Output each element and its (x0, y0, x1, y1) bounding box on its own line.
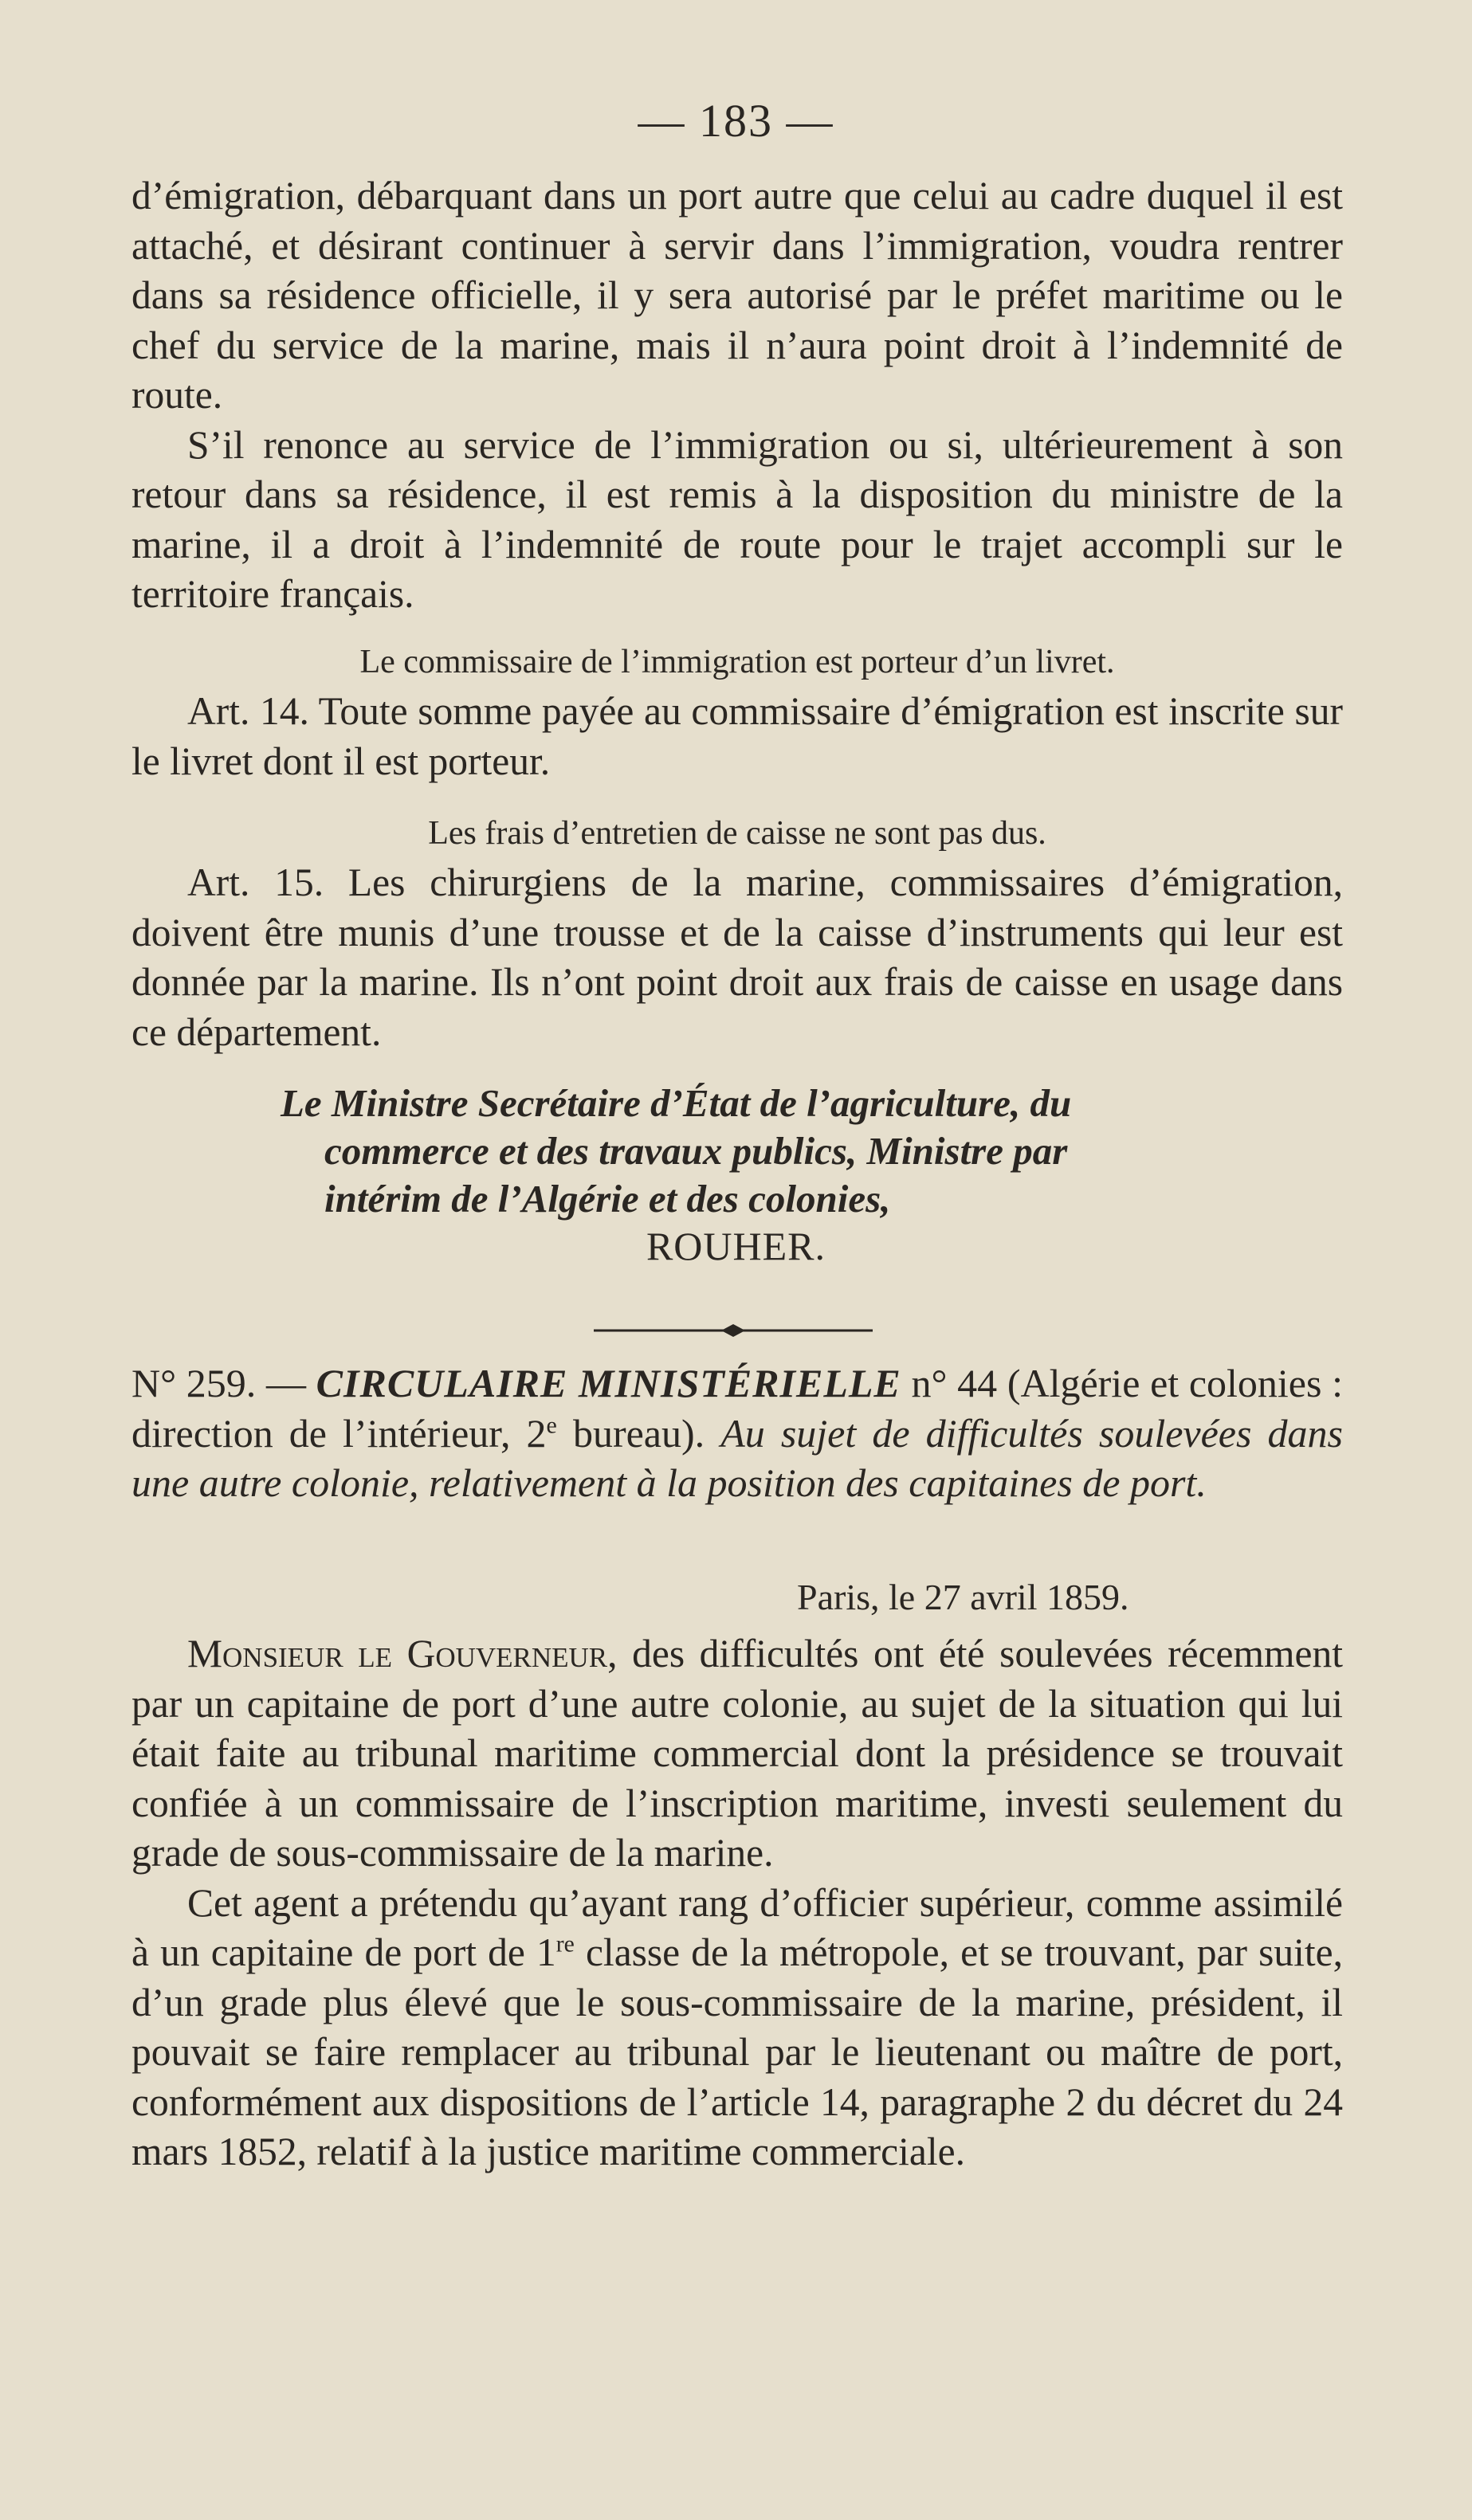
circular-paragraph-2 (131, 1879, 1343, 2177)
signature-block (281, 1080, 1396, 1223)
article15-marginal-heading: Les frais d’entretien de caisse ne sont pas dus. (428, 815, 1046, 852)
circular-reference: n° 44 (Algérie et colonies : direction de l’intérieur, 2 (131, 1361, 1344, 1456)
circular-reference-sup: e (546, 1411, 557, 1438)
circular-reference-end: bureau). (572, 1410, 705, 1456)
salutation: Monsieur le Gouverneur (187, 1632, 608, 1675)
circular-paragraph-2-text-b: classe de la métropole, et se trouvant, par suite, d’un grade plus élevé que le sous-commissaire de la marine, président, il pouvait se faire remplacer au tribunal par le lieutenant ou maître de port, conformément aux dispositions de l’article 14, paragraphe 2 du décret du 24 mars 1852, relatif à la justice maritime commerciale. (131, 1930, 1343, 2173)
signature-name: ROUHER. (646, 1224, 826, 1268)
circular-subject: Au sujet de difficultés soulevées dans une autre colonie, relativement à la position des capitaines de port. (131, 1410, 1343, 1505)
article14 (131, 637, 1343, 786)
circular-title: CIRCULAIRE MINISTÉRIELLE (316, 1361, 901, 1405)
circular-paragraph-2-sup: re (555, 1931, 575, 1958)
signature-line-1: Le Ministre Secrétaire d’État de l’agriculture, du (281, 1081, 1072, 1125)
circular-paragraph-1 (131, 1629, 1343, 1879)
article13-end (131, 171, 1343, 620)
article14-marginal-heading: Le commissaire de l’immigration est porteur d’un livret. (359, 644, 1115, 680)
article15-text: Art. 15. Les chirurgiens de la marine, commissaires d’émigration, doivent être munis d’une trousse et de la caisse d’instruments qui leur est donnée par la marine. Ils n’ont point droit aux frais de caisse en usage dans ce département. (131, 860, 1343, 1054)
circular-paragraph-1-text: , des difficultés ont été soulevées récemment par un capitaine de port d’une autre colonie, au sujet de la situation qui lui était faite au tribunal maritime commercial dont la présidence se trouvait confiée à un commissaire de l’inscription maritime, investi seulement du grade de sous-commissaire de la marine. (131, 1632, 1343, 1875)
circular-number: N° 259. — (131, 1361, 306, 1405)
circular-title-paragraph (131, 1358, 1343, 1508)
signature-line-3: intérim de l’Algérie et des colonies, (324, 1177, 891, 1221)
circular-header (131, 1358, 1343, 1508)
ornamental-rule (594, 1323, 873, 1338)
circular-dateline: Paris, le 27 avril 1859. (797, 1577, 1129, 1617)
page-number: — 183 — (638, 95, 834, 147)
article13-paragraph-1: d’émigration, débarquant dans un port autre que celui au cadre duquel il est attaché, et désirant continuer à servir dans l’immigration, voudra rentrer dans sa résidence officielle, il y sera autorisé par le préfet maritime ou le chef du service de la marine, mais il n’aura point droit à l’indemnité de route. (131, 174, 1343, 417)
circular-body (131, 1629, 1343, 2177)
article14-text: Art. 14. Toute somme payée au commissaire d’émigration est inscrite sur le livret dont il est porteur. (131, 689, 1343, 783)
article13-paragraph-2: S’il renonce au service de l’immigration ou si, ultérieurement à son retour dans sa résidence, il est remis à la disposition du ministre de la marine, il a droit à l’indemnité de route pour le trajet accompli sur le territoire français. (131, 422, 1343, 616)
article15 (131, 809, 1343, 1057)
signature-line-2: commerce et des travaux publics, Ministre par (324, 1129, 1068, 1173)
circular-paragraph-2-text-a: Cet agent a prétendu qu’ayant rang d’officier supérieur, comme assimilé à un capitaine de port de 1 (131, 1880, 1343, 1974)
